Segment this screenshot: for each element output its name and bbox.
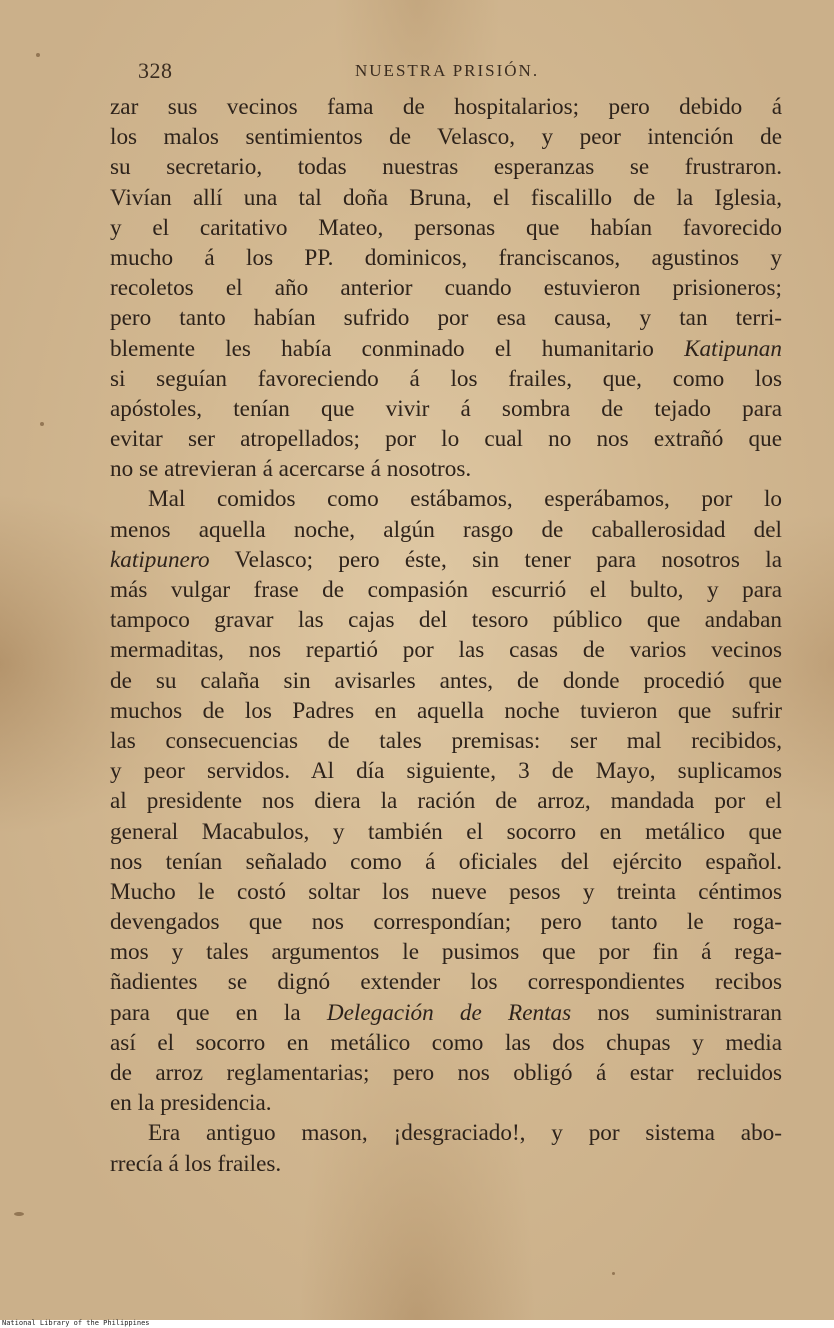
text-line: y peor servidos. Al día siguiente, 3 de Mayo, suplicamos [110,758,782,785]
running-head [110,58,782,86]
scan-credit: National Library of the Philippines [2,1319,150,1327]
text-line: los malos sentimientos de Velasco, y peor intención de [110,124,782,151]
text-segment: blemente les había conminado el humanitario [110,335,685,362]
text-line: menos aquella noche, algún rasgo de caballerosidad del [110,516,782,543]
paragraph-2 [110,484,782,1118]
text-line: evitar ser atropellados; por lo cual no nos extrañó que [110,426,782,453]
text-line: mos y tales argumentos le pusimos que por fin á rega- [110,939,782,966]
italic-term-katipunero: katipunero [110,546,210,573]
page-number: 328 [138,58,173,83]
text-line: general Macabulos, y también el socorro en metálico que [110,818,782,845]
text-line: Era antiguo mason, ¡desgraciado!, y por sistema abo- [148,1120,782,1147]
text-line: de su calaña sin avisarles antes, de donde procedió que [110,667,782,694]
text-line: si seguían favoreciendo á los frailes, que, como los [110,365,782,392]
text-line: pero tanto habían sufrido por esa causa, y tan terri- [110,305,782,332]
text-line: Mucho le costó soltar los nueve pesos y treinta céntimos [110,878,782,905]
text-segment: nos suministraran [571,999,782,1026]
text-segment: para que en la [110,999,327,1026]
text-line: recoletos el año anterior cuando estuvieron prisioneros; [110,275,782,302]
text-line-last: rrecía á los frailes. [110,1150,282,1177]
text-line: tampoco gravar las cajas del tesoro público que andaban [110,607,782,634]
text-line-last: no se atrevieran á acercarse á nosotros. [110,456,472,483]
paper-speck [14,1212,24,1216]
text-line: mucho á los PP. dominicos, franciscanos, agustinos y [110,244,782,271]
text-line-with-italic [110,998,782,1028]
text-segment: Velasco; pero éste, sin tener para nosotros la [209,546,782,573]
text-line: las consecuencias de tales premisas: ser mal recibidos, [110,727,782,754]
paper-speck [36,53,40,57]
text-line: zar sus vecinos fama de hospitalarios; pero debido á [110,94,782,120]
text-line: y el caritativo Mateo, personas que habían favorecido [110,214,782,241]
text-line: muchos de los Padres en aquella noche tuvieron que sufrir [110,697,782,724]
text-line: ñadientes se dignó extender los correspondientes recibos [110,969,782,996]
text-line: nos tenían señalado como á oficiales del ejército español. [110,848,782,875]
paragraph-3 [110,1118,782,1178]
text-line: así el socorro en metálico como las dos chupas y media [110,1029,782,1056]
text-line: Vivían allí una tal doña Bruna, el fiscalillo de la Iglesia, [110,184,782,211]
running-title: NUESTRA PRISIÓN. [355,61,540,80]
text-line-with-italic [110,545,782,575]
text-line: al presidente nos diera la ración de arroz, mandada por el [110,788,782,815]
text-line: de arroz reglamentarias; pero nos obligó á estar recluidos [110,1060,782,1086]
text-line-last: en la presidencia. [110,1090,272,1117]
text-line: apóstoles, tenían que vivir á sombra de tejado para [110,395,782,422]
text-line: Mal comidos como estábamos, esperábamos, por lo [148,486,782,513]
paper-speck [612,1272,615,1275]
text-line-with-italic [110,334,782,364]
paragraph-1 [110,92,782,484]
text-line: su secretario, todas nuestras esperanzas se frustraron. [110,154,782,181]
scan-credit-bar [0,1320,834,1328]
text-line: mermaditas, nos repartió por las casas de varios vecinos [110,637,782,664]
body-text [110,92,782,1179]
paper-speck [40,422,44,426]
italic-term-katipunan: Katipunan [684,335,782,362]
text-line: devengados que nos correspondían; pero tanto le roga- [110,909,782,936]
italic-term-delegacion: Delegación de Rentas [326,999,572,1026]
text-line: más vulgar frase de compasión escurrió el bulto, y para [110,577,782,603]
